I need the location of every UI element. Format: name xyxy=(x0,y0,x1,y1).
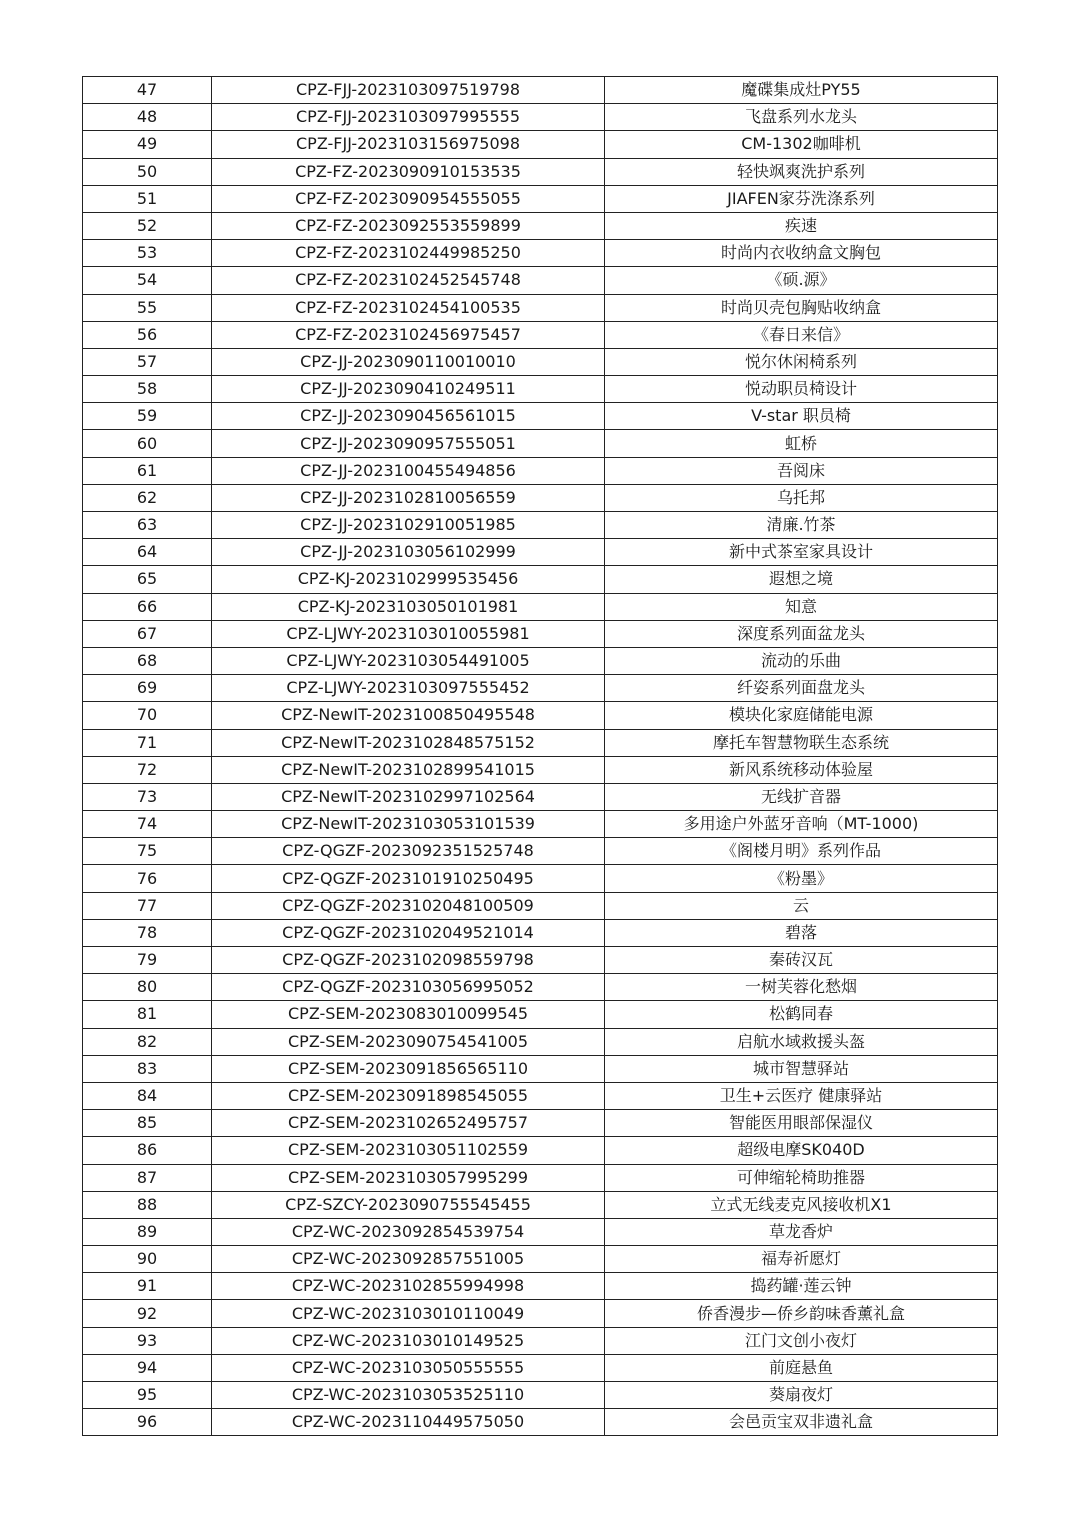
table-row xyxy=(83,294,998,321)
cell-code: CPZ-QGZF-2023103056995052 xyxy=(212,974,605,1001)
table-row xyxy=(83,756,998,783)
cell-number: 56 xyxy=(83,321,212,348)
cell-code: CPZ-JJ-2023090110010010 xyxy=(212,348,605,375)
table-row xyxy=(83,104,998,131)
cell-number: 70 xyxy=(83,702,212,729)
cell-product-name: 疾速 xyxy=(605,212,998,239)
table-row xyxy=(83,865,998,892)
cell-code: CPZ-SEM-2023091856565110 xyxy=(212,1055,605,1082)
cell-product-name: 时尚贝壳包胸贴收纳盒 xyxy=(605,294,998,321)
cell-number: 72 xyxy=(83,756,212,783)
cell-product-name: 秦砖汉瓦 xyxy=(605,947,998,974)
cell-code: CPZ-SEM-2023102652495757 xyxy=(212,1110,605,1137)
cell-number: 57 xyxy=(83,348,212,375)
table-row xyxy=(83,1028,998,1055)
cell-number: 93 xyxy=(83,1327,212,1354)
table-row xyxy=(83,838,998,865)
cell-number: 71 xyxy=(83,729,212,756)
cell-product-name: 飞盘系列水龙头 xyxy=(605,104,998,131)
table-row xyxy=(83,729,998,756)
cell-product-name: 模块化家庭储能电源 xyxy=(605,702,998,729)
cell-number: 58 xyxy=(83,376,212,403)
cell-number: 65 xyxy=(83,566,212,593)
cell-number: 49 xyxy=(83,131,212,158)
table-row xyxy=(83,321,998,348)
cell-product-name: 清廉.竹茶 xyxy=(605,512,998,539)
cell-product-name: 超级电摩SK040D xyxy=(605,1137,998,1164)
cell-product-name: 虹桥 xyxy=(605,430,998,457)
cell-number: 50 xyxy=(83,158,212,185)
cell-product-name: 云 xyxy=(605,892,998,919)
table-row xyxy=(83,240,998,267)
cell-code: CPZ-JJ-2023102810056559 xyxy=(212,484,605,511)
table-row xyxy=(83,212,998,239)
table-row xyxy=(83,158,998,185)
cell-product-name: 可伸缩轮椅助推器 xyxy=(605,1164,998,1191)
cell-number: 62 xyxy=(83,484,212,511)
cell-number: 47 xyxy=(83,77,212,104)
table-row xyxy=(83,974,998,1001)
cell-product-name: 悦尔休闲椅系列 xyxy=(605,348,998,375)
table-row xyxy=(83,1300,998,1327)
cell-code: CPZ-FZ-2023090954555055 xyxy=(212,185,605,212)
cell-product-name: 会邑贡宝双非遗礼盒 xyxy=(605,1409,998,1436)
cell-product-name: 《春日来信》 xyxy=(605,321,998,348)
cell-number: 73 xyxy=(83,783,212,810)
cell-code: CPZ-KJ-2023102999535456 xyxy=(212,566,605,593)
cell-product-name: 乌托邦 xyxy=(605,484,998,511)
cell-code: CPZ-NewIT-2023102899541015 xyxy=(212,756,605,783)
cell-product-name: 无线扩音器 xyxy=(605,783,998,810)
cell-code: CPZ-SEM-2023091898545055 xyxy=(212,1082,605,1109)
table-row xyxy=(83,702,998,729)
table-row xyxy=(83,1218,998,1245)
cell-product-name: 江门文创小夜灯 xyxy=(605,1327,998,1354)
cell-code: CPZ-FZ-2023102454100535 xyxy=(212,294,605,321)
cell-product-name: 城市智慧驿站 xyxy=(605,1055,998,1082)
table-row xyxy=(83,1409,998,1436)
cell-code: CPZ-FZ-2023090910153535 xyxy=(212,158,605,185)
cell-code: CPZ-WC-2023092857551005 xyxy=(212,1246,605,1273)
table-row xyxy=(83,1382,998,1409)
table-row xyxy=(83,675,998,702)
cell-code: CPZ-FJJ-2023103156975098 xyxy=(212,131,605,158)
cell-number: 63 xyxy=(83,512,212,539)
cell-product-name: V-star 职员椅 xyxy=(605,403,998,430)
cell-code: CPZ-FJJ-2023103097519798 xyxy=(212,77,605,104)
cell-product-name: CM-1302咖啡机 xyxy=(605,131,998,158)
cell-product-name: 卫生+云医疗 健康驿站 xyxy=(605,1082,998,1109)
cell-number: 96 xyxy=(83,1409,212,1436)
table-row xyxy=(83,376,998,403)
table-row xyxy=(83,348,998,375)
cell-code: CPZ-SEM-2023103057995299 xyxy=(212,1164,605,1191)
cell-number: 84 xyxy=(83,1082,212,1109)
cell-number: 79 xyxy=(83,947,212,974)
cell-product-name: 松鹤同春 xyxy=(605,1001,998,1028)
cell-code: CPZ-SEM-2023090754541005 xyxy=(212,1028,605,1055)
cell-product-name: 摩托车智慧物联生态系统 xyxy=(605,729,998,756)
cell-number: 86 xyxy=(83,1137,212,1164)
cell-product-name: 多用途户外蓝牙音响（MT-1000) xyxy=(605,811,998,838)
cell-code: CPZ-WC-2023103010110049 xyxy=(212,1300,605,1327)
cell-product-name: 草龙香炉 xyxy=(605,1218,998,1245)
cell-number: 60 xyxy=(83,430,212,457)
cell-code: CPZ-FZ-2023102452545748 xyxy=(212,267,605,294)
table-row xyxy=(83,1082,998,1109)
cell-number: 88 xyxy=(83,1191,212,1218)
cell-product-name: 纤姿系列面盘龙头 xyxy=(605,675,998,702)
cell-code: CPZ-JJ-2023090410249511 xyxy=(212,376,605,403)
cell-product-name: 碧落 xyxy=(605,919,998,946)
cell-number: 68 xyxy=(83,647,212,674)
cell-number: 61 xyxy=(83,457,212,484)
cell-product-name: 《粉墨》 xyxy=(605,865,998,892)
cell-code: CPZ-KJ-2023103050101981 xyxy=(212,593,605,620)
cell-product-name: 《硕.源》 xyxy=(605,267,998,294)
cell-code: CPZ-WC-2023103053525110 xyxy=(212,1382,605,1409)
cell-product-name: 侨香漫步—侨乡韵味香薰礼盒 xyxy=(605,1300,998,1327)
table-row xyxy=(83,892,998,919)
cell-code: CPZ-NewIT-2023103053101539 xyxy=(212,811,605,838)
cell-code: CPZ-SZCY-2023090755545455 xyxy=(212,1191,605,1218)
cell-number: 53 xyxy=(83,240,212,267)
cell-number: 89 xyxy=(83,1218,212,1245)
table-row xyxy=(83,539,998,566)
cell-number: 55 xyxy=(83,294,212,321)
cell-product-name: 智能医用眼部保湿仪 xyxy=(605,1110,998,1137)
cell-product-name: 悦动职员椅设计 xyxy=(605,376,998,403)
table-row xyxy=(83,1164,998,1191)
cell-product-name: 捣药罐·莲云钟 xyxy=(605,1273,998,1300)
table-row xyxy=(83,1191,998,1218)
cell-number: 77 xyxy=(83,892,212,919)
cell-code: CPZ-QGZF-2023101910250495 xyxy=(212,865,605,892)
cell-code: CPZ-LJWY-2023103010055981 xyxy=(212,620,605,647)
cell-code: CPZ-NewIT-2023102848575152 xyxy=(212,729,605,756)
cell-number: 74 xyxy=(83,811,212,838)
table-row xyxy=(83,185,998,212)
cell-code: CPZ-FJJ-2023103097995555 xyxy=(212,104,605,131)
cell-code: CPZ-WC-2023110449575050 xyxy=(212,1409,605,1436)
cell-number: 90 xyxy=(83,1246,212,1273)
cell-code: CPZ-JJ-2023100455494856 xyxy=(212,457,605,484)
cell-number: 52 xyxy=(83,212,212,239)
table-row xyxy=(83,593,998,620)
cell-code: CPZ-FZ-2023102449985250 xyxy=(212,240,605,267)
table-row xyxy=(83,919,998,946)
cell-product-name: 流动的乐曲 xyxy=(605,647,998,674)
cell-product-name: 启航水域救援头盔 xyxy=(605,1028,998,1055)
table-row xyxy=(83,430,998,457)
cell-number: 95 xyxy=(83,1382,212,1409)
cell-product-name: 知意 xyxy=(605,593,998,620)
cell-product-name: 新中式茶室家具设计 xyxy=(605,539,998,566)
cell-number: 66 xyxy=(83,593,212,620)
product-list-table xyxy=(82,76,998,1436)
cell-code: CPZ-WC-2023103010149525 xyxy=(212,1327,605,1354)
table-row xyxy=(83,1110,998,1137)
cell-product-name: 深度系列面盆龙头 xyxy=(605,620,998,647)
cell-number: 76 xyxy=(83,865,212,892)
cell-code: CPZ-LJWY-2023103097555452 xyxy=(212,675,605,702)
cell-product-name: 新风系统移动体验屋 xyxy=(605,756,998,783)
cell-number: 87 xyxy=(83,1164,212,1191)
cell-number: 64 xyxy=(83,539,212,566)
table-row xyxy=(83,620,998,647)
table-row xyxy=(83,1327,998,1354)
table-row xyxy=(83,1137,998,1164)
table-row xyxy=(83,566,998,593)
table-row xyxy=(83,457,998,484)
table-row xyxy=(83,647,998,674)
cell-number: 80 xyxy=(83,974,212,1001)
cell-product-name: 吾阅床 xyxy=(605,457,998,484)
table-row xyxy=(83,947,998,974)
cell-number: 54 xyxy=(83,267,212,294)
cell-code: CPZ-JJ-2023090957555051 xyxy=(212,430,605,457)
table-row xyxy=(83,77,998,104)
cell-product-name: 福寿祈愿灯 xyxy=(605,1246,998,1273)
table-row xyxy=(83,403,998,430)
cell-number: 91 xyxy=(83,1273,212,1300)
table-row xyxy=(83,811,998,838)
cell-code: CPZ-LJWY-2023103054491005 xyxy=(212,647,605,674)
cell-code: CPZ-WC-2023102855994998 xyxy=(212,1273,605,1300)
cell-code: CPZ-NewIT-2023100850495548 xyxy=(212,702,605,729)
table-row xyxy=(83,783,998,810)
cell-code: CPZ-QGZF-2023102048100509 xyxy=(212,892,605,919)
cell-code: CPZ-JJ-2023090456561015 xyxy=(212,403,605,430)
cell-product-name: 葵扇夜灯 xyxy=(605,1382,998,1409)
table-row xyxy=(83,1001,998,1028)
cell-code: CPZ-WC-2023103050555555 xyxy=(212,1354,605,1381)
cell-number: 48 xyxy=(83,104,212,131)
cell-number: 67 xyxy=(83,620,212,647)
cell-number: 94 xyxy=(83,1354,212,1381)
cell-number: 59 xyxy=(83,403,212,430)
cell-product-name: 魔碟集成灶PY55 xyxy=(605,77,998,104)
cell-code: CPZ-SEM-2023103051102559 xyxy=(212,1137,605,1164)
cell-number: 83 xyxy=(83,1055,212,1082)
cell-number: 78 xyxy=(83,919,212,946)
table-row xyxy=(83,1246,998,1273)
cell-product-name: 时尚内衣收纳盒文胸包 xyxy=(605,240,998,267)
cell-number: 75 xyxy=(83,838,212,865)
cell-code: CPZ-SEM-2023083010099545 xyxy=(212,1001,605,1028)
cell-number: 82 xyxy=(83,1028,212,1055)
cell-product-name: 《阁楼月明》系列作品 xyxy=(605,838,998,865)
table-row xyxy=(83,1273,998,1300)
table-row xyxy=(83,1055,998,1082)
cell-number: 69 xyxy=(83,675,212,702)
cell-code: CPZ-NewIT-2023102997102564 xyxy=(212,783,605,810)
cell-code: CPZ-QGZF-2023102098559798 xyxy=(212,947,605,974)
cell-number: 51 xyxy=(83,185,212,212)
cell-product-name: JIAFEN家芬洗涤系列 xyxy=(605,185,998,212)
table-row xyxy=(83,484,998,511)
cell-code: CPZ-JJ-2023102910051985 xyxy=(212,512,605,539)
cell-product-name: 轻快飒爽洗护系列 xyxy=(605,158,998,185)
cell-number: 81 xyxy=(83,1001,212,1028)
table-row xyxy=(83,267,998,294)
cell-product-name: 遐想之境 xyxy=(605,566,998,593)
cell-code: CPZ-JJ-2023103056102999 xyxy=(212,539,605,566)
cell-product-name: 前庭悬鱼 xyxy=(605,1354,998,1381)
table-body xyxy=(83,77,998,1436)
cell-code: CPZ-WC-2023092854539754 xyxy=(212,1218,605,1245)
table-row xyxy=(83,131,998,158)
cell-code: CPZ-FZ-2023102456975457 xyxy=(212,321,605,348)
cell-number: 92 xyxy=(83,1300,212,1327)
cell-code: CPZ-FZ-2023092553559899 xyxy=(212,212,605,239)
cell-number: 85 xyxy=(83,1110,212,1137)
cell-code: CPZ-QGZF-2023092351525748 xyxy=(212,838,605,865)
table-row xyxy=(83,1354,998,1381)
cell-product-name: 立式无线麦克风接收机X1 xyxy=(605,1191,998,1218)
cell-code: CPZ-QGZF-2023102049521014 xyxy=(212,919,605,946)
cell-product-name: 一树芙蓉化愁烟 xyxy=(605,974,998,1001)
table-row xyxy=(83,512,998,539)
